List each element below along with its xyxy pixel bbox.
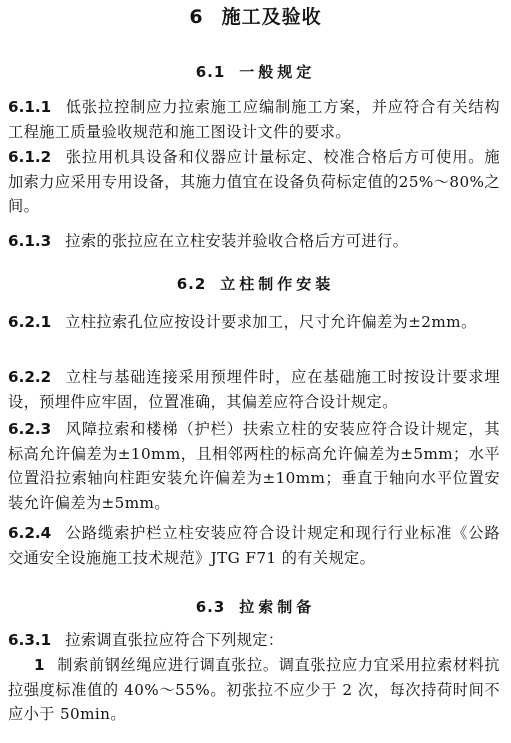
clause-number: 6.1.1 (8, 98, 52, 116)
clause-6-3-1 (8, 628, 500, 653)
clause-number: 6.2.3 (8, 420, 52, 438)
chapter-title: 施工及验收 (221, 6, 322, 28)
clause-number: 6.2.1 (8, 313, 52, 331)
chapter-heading (0, 2, 511, 29)
clause-text: 公路缆索护栏立柱安装应符合设计规定和现行行业标准《公路交通安全设施施工技术规范》JTG F71 的有关规定。 (8, 524, 500, 567)
clause-text: 低张拉控制应力拉索施工应编制施工方案，并应符合有关结构工程施工质量验收规范和施工图设计文件的要求。 (8, 98, 500, 141)
clause-6-1-3 (8, 229, 500, 254)
clause-text: 张拉用机具设备和仪器应计量标定、校准合格后方可使用。施加索力应采用专用设备，其施力值宜在设备负荷标定值的25%～80%之间。 (8, 148, 500, 215)
section-heading-6-3 (0, 596, 511, 617)
clause-text: 立柱拉索孔位应按设计要求加工，尺寸允许偏差为±2mm。 (65, 313, 477, 331)
clause-text: 拉索调直张拉应符合下列规定： (65, 631, 284, 649)
clause-6-2-2 (8, 365, 500, 414)
clause-6-1-1 (8, 95, 500, 144)
clause-number: 6.2.4 (8, 524, 52, 542)
section-heading-6-2 (0, 273, 511, 294)
clause-text: 拉索的张拉应在立柱安装并验收合格后方可进行。 (65, 232, 409, 250)
clause-6-3-1-item-1 (8, 653, 500, 727)
clause-6-2-1 (8, 310, 500, 335)
clause-6-2-3 (8, 417, 500, 515)
section-heading-6-1 (0, 61, 511, 82)
item-number: 1 (34, 656, 45, 674)
section-title: 一般规定 (239, 63, 316, 81)
section-number: 6.2 (176, 275, 207, 293)
section-title: 拉索制备 (239, 598, 316, 616)
clause-number: 6.1.3 (8, 232, 52, 250)
chapter-number: 6 (189, 6, 204, 28)
clause-6-2-4 (8, 521, 500, 570)
clause-number: 6.2.2 (8, 368, 52, 386)
item-text: 制索前钢丝绳应进行调直张拉。调直张拉应力宜采用拉索材料抗拉强度标准值的 40%～55%。初张拉不应少于 2 次，每次持荷时间不应小于 50min。 (8, 656, 500, 723)
section-title: 立柱制作安装 (220, 275, 335, 293)
section-number: 6.1 (195, 63, 226, 81)
clause-6-1-2 (8, 145, 500, 219)
section-number: 6.3 (195, 598, 226, 616)
clause-text: 风障拉索和楼梯（护栏）扶索立柱的安装应符合设计规定，其标高允许偏差为±10mm，且相邻两柱的标高允许偏差为±5mm；水平位置沿拉索轴向柱距安装允许偏差为±10mm；垂直于轴向水平位置安装允许偏差为±5mm。 (8, 420, 500, 512)
clause-number: 6.1.2 (8, 148, 52, 166)
clause-text: 立柱与基础连接采用预埋件时，应在基础施工时按设计要求埋设，预埋件应牢固，位置准确，其偏差应符合设计规定。 (8, 368, 500, 411)
clause-number: 6.3.1 (8, 631, 52, 649)
